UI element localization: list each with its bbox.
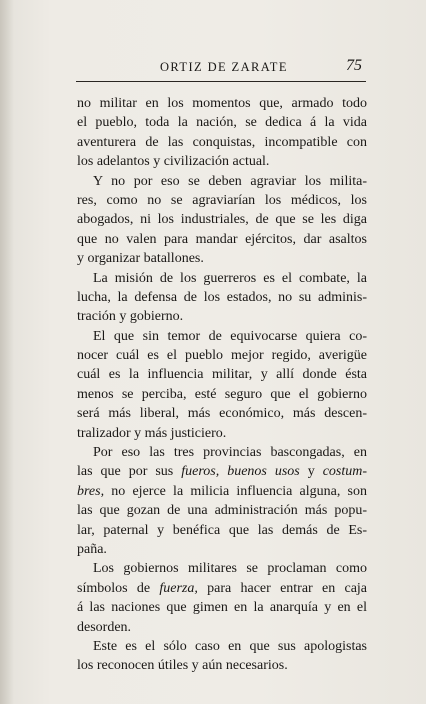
text-line: menos se perciba, esté seguro que el gobierno [77,386,367,402]
text-line: será más liberal, más económico, más descen- [77,406,367,422]
text-line: Y no por eso se deben agraviar los milita- [93,173,367,189]
text-line: no militar en los momentos que, armado todo [77,96,367,111]
text-line: á las naciones que gimen en la anarquía y en el [77,600,367,616]
text-line: Por eso las tres provincias bascongadas, en [93,445,367,461]
text-line: tralizador y más justiciero. [77,425,227,441]
text-line: aventurera de las conquistas, incompatible con [77,134,367,150]
text-line: Los gobiernos militares se proclaman como [93,561,367,577]
text-line: paña. [77,541,107,557]
text-line-with-italics: las que por sus fueros, buenos usos y costum- [77,464,368,480]
running-title: ORTIZ DE ZARATE [160,60,288,74]
text-line: nocer cuál es el pueblo mejor regido, averigüe [77,348,367,364]
text-line: La misión de los guerreros es el combate, la [93,270,367,286]
page-header [76,57,366,80]
text-line: las que gozan de una administración más popu- [77,503,367,519]
text-line: desorden. [77,619,132,635]
text-line: y organizar batallones. [77,251,204,267]
text-line: que no valen para mandar ejércitos, dar asaltos [77,231,367,247]
text-line: abogados, ni los industriales, de que se les diga [77,212,367,228]
text-line: res, como no se agraviarían los médicos, los [77,192,367,208]
text-line: los reconocen útiles y aún necesarios. [77,658,288,674]
text-line: cuál es la influencia militar, y allí donde ésta [77,367,367,383]
text-line: los adelantos y civilización actual. [77,154,270,170]
text-line: lar, paternal y benéfica que las demás de Es- [77,522,367,538]
text-line: Este es el sólo caso en que sus apologistas [93,638,367,654]
text-line: tración y gobierno. [77,309,184,325]
text-line-with-italics: bres, no ejerce la milicia influencia alguna, son [77,483,367,499]
header-rule [76,81,366,82]
text-line: El que sin temor de equivocarse quiera co- [93,328,367,344]
page-number: 75 [346,57,362,74]
body-text [77,94,367,676]
text-line: lucha, la defensa de los estados, no su adminis- [77,289,367,305]
text-line-with-italics: símbolos de fuerza, para hacer entrar en caja [77,580,368,596]
text-line: el pueblo, toda la nación, se dedica á la vida [77,115,367,131]
gutter-shadow [0,0,14,704]
